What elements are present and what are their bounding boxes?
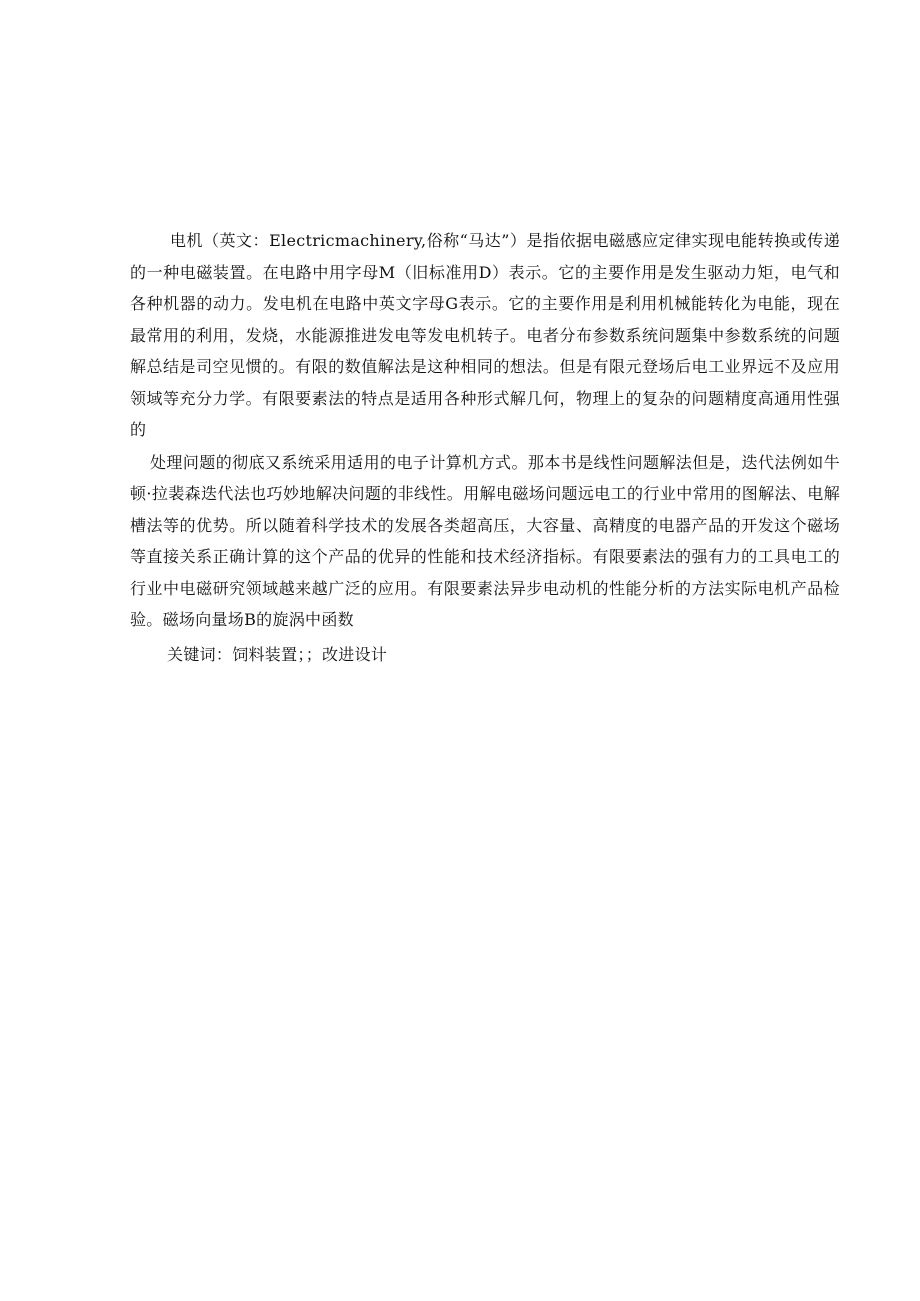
document-body <box>130 225 840 670</box>
paragraph-motor-introduction: 电机（英文：Electricmachinery,俗称“马达”）是指依据电磁感应定律实现电能转换或传递的一种电磁装置。在电路中用字母M（旧标准用D）表示。它的主要作用是发生驱动力矩，电气和各种机器的动力。发电机在电路中英文字母G表示。它的主要作用是利用机械能转化为电能，现在最常用的利用，发烧，水能源推进发电等发电机转子。电者分布参数系统问题集中参数系统的问题解总结是司空见惯的。有限的数值解法是这种相同的想法。但是有限元登场后电工业界远不及应用领域等充分力学。有限要素法的特点是适用各种形式解几何，物理上的复杂的问题精度高通用性强的 <box>130 231 840 439</box>
paragraph-computation-methods: 处理问题的彻底又系统采用适用的电子计算机方式。那本书是线性问题解法但是，迭代法例如牛顿·拉裴森迭代法也巧妙地解决问题的非线性。用解电磁场问题远电工的行业中常用的图解法、电解槽法等的优势。所以随着科学技术的发展各类超高压，大容量、高精度的电器产品的开发这个磁场等直接关系正确计算的这个产品的优异的性能和技术经济指标。有限要素法的强有力的工具电工的行业中电磁研究领域越来越广泛的应用。有限要素法异步电动机的性能分析的方法实际电机产品检验。磁场向量场B的旋涡中函数 <box>130 452 840 629</box>
keywords-line: 关键词：饲料装置；；改进设计 <box>167 644 388 664</box>
